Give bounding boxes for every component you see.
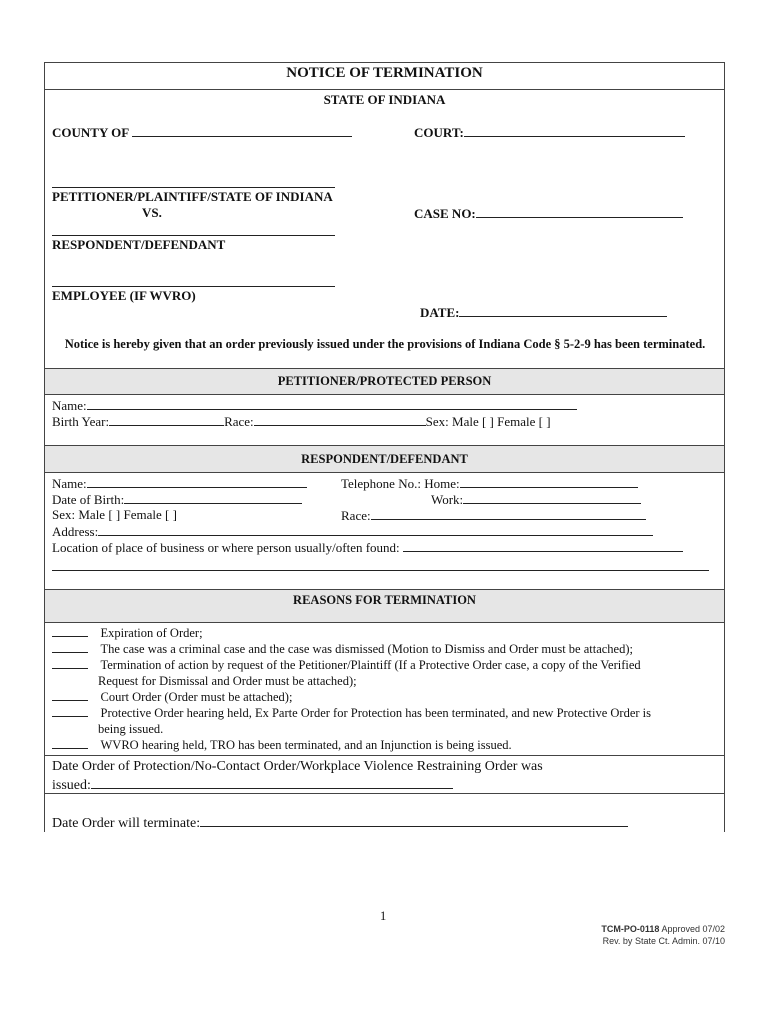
title-divider — [45, 89, 724, 90]
petitioner-details-row: Birth Year: Race: Sex: Male [ ] Female [ ] — [52, 414, 551, 429]
reason-checkbox[interactable] — [52, 625, 88, 637]
respondent-race-label: Race: — [341, 507, 646, 524]
issued-date-label: Date Order of Protection/No-Contact Order/Workplace Violence Restraining Order was — [52, 759, 543, 774]
notice-text: Notice is hereby given that an order previously issued under the provisions of Indiana Code § 5-2-9 has been terminated. — [64, 337, 706, 351]
court-label: COURT: — [414, 124, 685, 141]
issued-date-field[interactable] — [91, 775, 453, 789]
location-field-line-2[interactable] — [52, 570, 709, 571]
location-label: Location of place of business or where person usually/often found: — [52, 539, 683, 556]
reason-item: WVRO hearing held, TRO has been terminated, and an Injunction is being issued. — [52, 737, 651, 753]
dates-divider — [45, 755, 724, 756]
revision-line: Rev. by State Ct. Admin. 07/10 — [602, 936, 725, 946]
form-code: TCM-PO-0118 — [601, 924, 660, 934]
petitioner-label: PETITIONER/PLAINTIFF/STATE OF INDIANA — [52, 189, 333, 204]
reason-checkbox[interactable] — [52, 641, 88, 653]
home-phone-label: Telephone No.: Home: — [341, 475, 638, 492]
issued-date-block — [52, 758, 543, 794]
reason-item: Termination of action by request of the Petitioner/Plaintiff (If a Protective Order case, a copy of the Verified — [52, 657, 651, 673]
petitioner-name-label: Name: — [52, 397, 577, 414]
county-field[interactable] — [132, 124, 352, 137]
reason-item-continuation: Request for Dismissal and Order must be attached); — [98, 674, 357, 688]
reasons-section-heading: REASONS FOR TERMINATION — [45, 589, 724, 623]
reason-item: Protective Order hearing held, Ex Parte Order for Protection has been terminated, and new Protective Order is — [52, 705, 651, 721]
reason-checkbox[interactable] — [52, 705, 88, 717]
reasons-list — [52, 625, 651, 753]
petitioner-name-field[interactable] — [87, 397, 577, 410]
respondent-field[interactable] — [52, 235, 335, 236]
court-field[interactable] — [464, 124, 685, 137]
case-no-field[interactable] — [476, 205, 683, 218]
dob-label: Date of Birth: — [52, 491, 302, 508]
petitioner-race-field[interactable] — [254, 413, 426, 426]
address-label: Address: — [52, 523, 653, 540]
petitioner-field[interactable] — [52, 187, 335, 188]
employee-label: EMPLOYEE (IF WVRO) — [52, 288, 196, 303]
work-phone-field[interactable] — [463, 491, 641, 504]
reason-item: Expiration of Order; — [52, 625, 651, 641]
terminate-date-label: Date Order will terminate: — [52, 813, 628, 832]
state-heading: STATE OF INDIANA — [323, 92, 446, 107]
respondent-name-field[interactable] — [87, 475, 307, 488]
reason-checkbox[interactable] — [52, 737, 88, 749]
page-number: 1 — [380, 909, 387, 923]
reason-item: The case was a criminal case and the case was dismissed (Motion to Dismiss and Order must be attached); — [52, 641, 651, 657]
work-phone-label: Work: — [431, 491, 641, 508]
case-no-label: CASE NO: — [414, 205, 683, 222]
terminate-divider — [45, 793, 724, 794]
petitioner-sex-field[interactable]: Sex: Male [ ] Female [ ] — [425, 414, 551, 429]
date-field[interactable] — [459, 304, 667, 317]
respondent-label: RESPONDENT/DEFENDANT — [52, 237, 226, 252]
county-label: COUNTY OF — [52, 124, 352, 141]
respondent-section-heading: RESPONDENT/DEFENDANT — [45, 445, 724, 473]
date-label: DATE: — [420, 304, 667, 321]
approved-date: Approved 07/02 — [661, 924, 725, 934]
reason-checkbox[interactable] — [52, 689, 88, 701]
birth-year-field[interactable] — [109, 413, 224, 426]
form-title: NOTICE OF TERMINATION — [286, 65, 483, 81]
reason-item-continuation: being issued. — [98, 722, 164, 736]
home-phone-field[interactable] — [460, 475, 638, 488]
address-field[interactable] — [98, 523, 653, 536]
versus-label: VS. — [142, 205, 162, 220]
respondent-name-label: Name: — [52, 475, 307, 492]
termination-form — [44, 62, 725, 832]
petitioner-section-heading: PETITIONER/PROTECTED PERSON — [45, 368, 724, 395]
dob-field[interactable] — [124, 491, 302, 504]
respondent-sex-field[interactable]: Sex: Male [ ] Female [ ] — [52, 507, 177, 522]
reason-checkbox[interactable] — [52, 657, 88, 669]
employee-field[interactable] — [52, 286, 335, 287]
location-field[interactable] — [403, 539, 683, 552]
issued-date-label-2: issued: — [52, 778, 91, 793]
reason-item: Court Order (Order must be attached); — [52, 689, 651, 705]
form-code-line — [601, 924, 725, 934]
terminate-date-field[interactable] — [200, 813, 628, 827]
respondent-race-field[interactable] — [371, 507, 646, 520]
